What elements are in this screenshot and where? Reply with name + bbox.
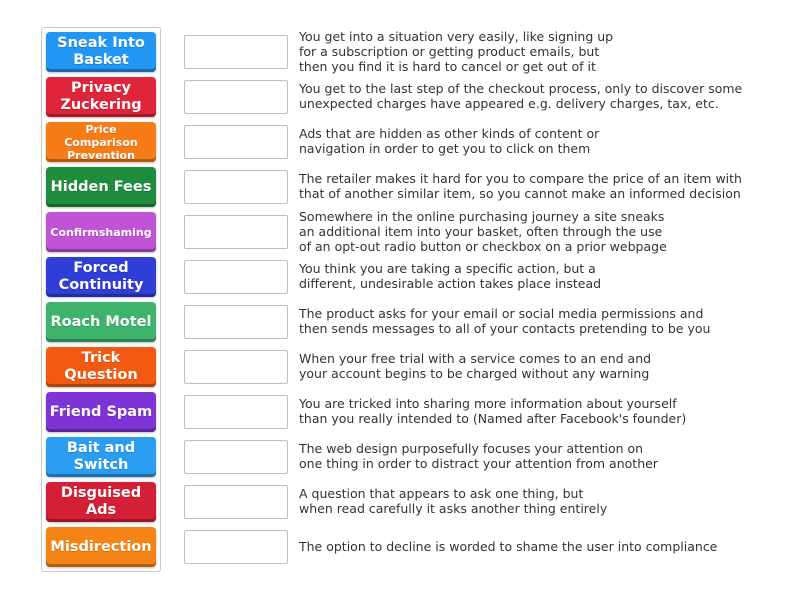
drop-slot[interactable] xyxy=(184,170,288,204)
answer-tile[interactable]: Friend Spam xyxy=(46,392,156,432)
answer-tile[interactable]: Price Comparison Prevention xyxy=(46,122,156,162)
answer-tile[interactable]: Misdirection xyxy=(46,527,156,567)
drop-slot[interactable] xyxy=(184,350,288,384)
answer-tile[interactable]: Trick Question xyxy=(46,347,156,387)
drop-slot[interactable] xyxy=(184,125,288,159)
answer-tile[interactable]: Hidden Fees xyxy=(46,167,156,207)
description-text: You think you are taking a specific action, but a different, undesirable action takes place instead xyxy=(299,261,602,291)
answer-tile[interactable]: Privacy Zuckering xyxy=(46,77,156,117)
description-text: A question that appears to ask one thing, but when read carefully it asks another thing entirely xyxy=(299,486,608,516)
description-text: The web design purposefully focuses your attention on one thing in order to distract your attention from another xyxy=(299,441,658,471)
drop-slot[interactable] xyxy=(184,35,288,69)
description-text: When your free trial with a service comes to an end and your account begins to be charged without any warning xyxy=(299,351,652,381)
description-text: The option to decline is worded to shame the user into compliance xyxy=(299,538,718,554)
description-text: You are tricked into sharing more information about yourself than you really intended to (Named after Facebook's founder) xyxy=(299,396,687,426)
drop-slot[interactable] xyxy=(184,215,288,249)
answer-tile[interactable]: Disguised Ads xyxy=(46,482,156,522)
description-text: The retailer makes it hard for you to compare the price of an item with that of another similar item, so you cannot make an informed decision xyxy=(299,171,742,201)
drop-slot[interactable] xyxy=(184,260,288,294)
description-text: You get to the last step of the checkout process, only to discover some unexpected charges have appeared e.g. delivery charges, tax, etc. xyxy=(299,81,743,111)
description-text: Ads that are hidden as other kinds of content or navigation in order to get you to click on them xyxy=(299,126,600,156)
drop-slot[interactable] xyxy=(184,395,288,429)
description-text: Somewhere in the online purchasing journey a site sneaks an additional item into your basket, often through the use of an opt-out radio button or checkbox on a prior webpage xyxy=(299,208,667,254)
drop-slot[interactable] xyxy=(184,485,288,519)
drop-slot[interactable] xyxy=(184,305,288,339)
answer-tile[interactable]: Roach Motel xyxy=(46,302,156,342)
description-text: The product asks for your email or social media permissions and then sends messages to all of your contacts pretending to be you xyxy=(299,306,711,336)
drop-slot[interactable] xyxy=(184,80,288,114)
drop-slot[interactable] xyxy=(184,440,288,474)
answer-tile[interactable]: Forced Continuity xyxy=(46,257,156,297)
drop-slot[interactable] xyxy=(184,530,288,564)
answer-tile[interactable]: Sneak Into Basket xyxy=(46,32,156,72)
description-text: You get into a situation very easily, like signing up for a subscription or getting product emails, but then you find it is hard to cancel or get out of it xyxy=(299,28,614,74)
answer-tile[interactable]: Confirmshaming xyxy=(46,212,156,252)
answer-tile[interactable]: Bait and Switch xyxy=(46,437,156,477)
